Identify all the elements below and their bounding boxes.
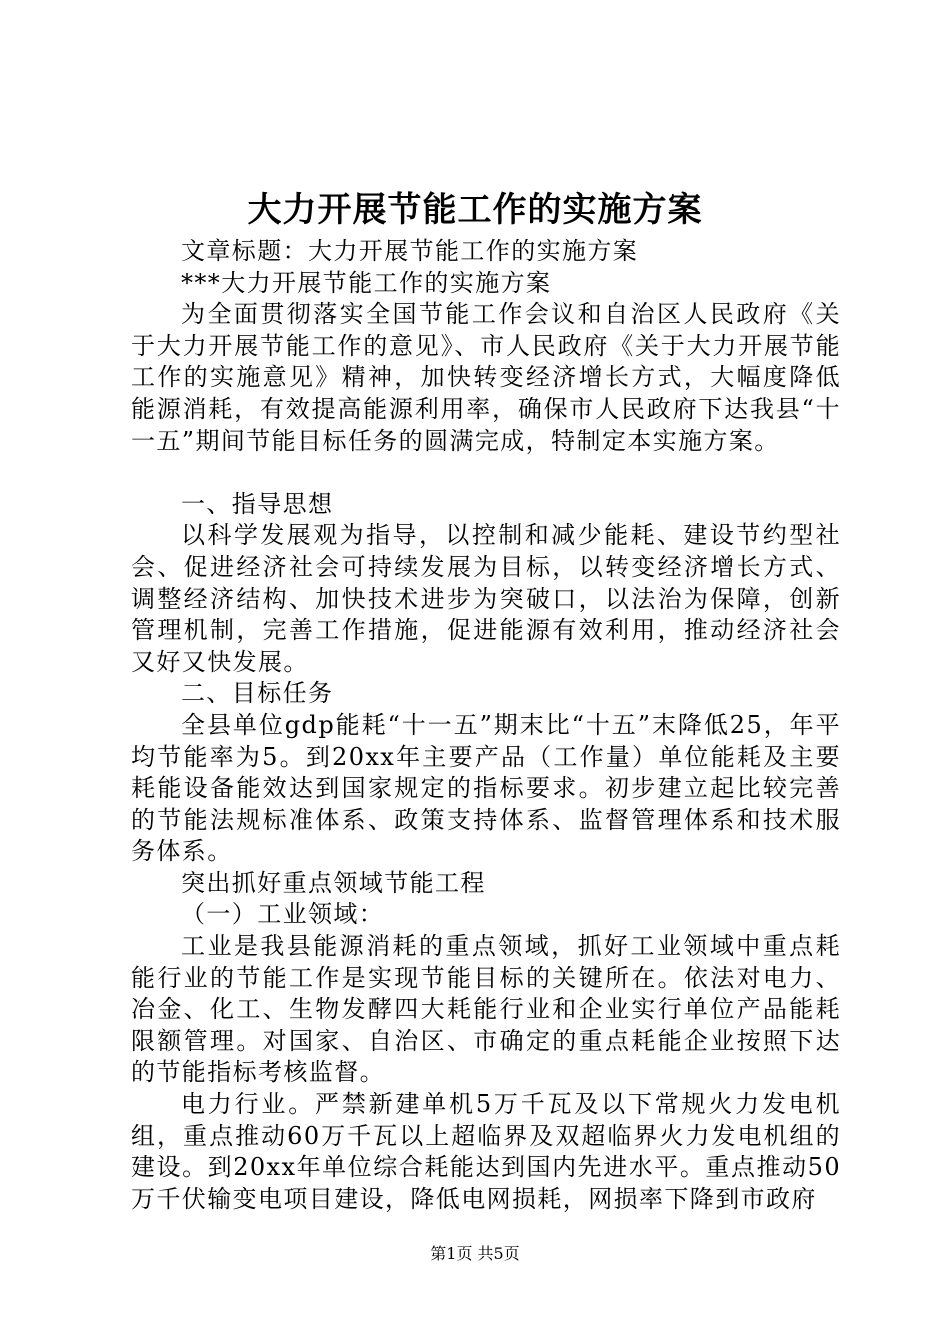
intro-paragraph: 为全面贯彻落实全国节能工作会议和自治区人民政府《关于大力开展节能工作的意见》、市人民政府《关于大力开展节能工作的实施意见》精神，加快转变经济增长方式，大幅度降低能源消耗，有效提高能源利用率，确保市人民政府下达我县“十一五”期间节能目标任务的圆满完成，特制定本实施方案。 (131, 300, 841, 455)
document-subtitle: ***大力开展节能工作的实施方案 (181, 268, 552, 297)
section-heading-targets: 二、目标任务 (181, 679, 334, 708)
document-body (131, 236, 841, 1215)
industry-subheading: （一）工业领域： (181, 900, 385, 929)
power-industry-paragraph: 电力行业。严禁新建单机5万千瓦及以下常规火力发电机组，重点推动60万千瓦以上超临界及双超临界火力发电机组的建设。到20xx年单位综合耗能达到国内先进水平。重点推动50万千伏输变电项目建设，降低电网损耗，网损率下降到市政府 (131, 1090, 841, 1213)
page-number-footer: 第1页 共5页 (430, 1244, 520, 1263)
guiding-thought-paragraph: 以科学发展观为指导，以控制和减少能耗、建设节约型社会、促进经济社会可持续发展为目标，以转变经济增长方式、调整经济结构、加快技术进步为突破口，以法治为保障，创新管理机制，完善工作措施，促进能源有效利用，推动经济社会又好又快发展。 (131, 521, 841, 676)
document-title: 大力开展节能工作的实施方案 (247, 190, 703, 230)
targets-paragraph: 全县单位gdp能耗“十一五”期末比“十五”末降低25，年平均节能率为5。到20xx年主要产品（工作量）单位能耗及主要耗能设备能效达到国家规定的指标要求。初步建立起比较完善的节能法规标准体系、政策支持体系、监督管理体系和技术服务体系。 (131, 710, 841, 866)
industry-paragraph: 工业是我县能源消耗的重点领域，抓好工业领域中重点耗能行业的节能工作是实现节能目标的关键所在。依法对电力、冶金、化工、生物发酵四大耗能行业和企业实行单位产品能耗限额管理。对国家、自治区、市确定的重点耗能企业按照下达的节能指标考核监督。 (131, 932, 841, 1087)
section-heading-guiding-thought: 一、指导思想 (181, 489, 334, 518)
article-title-line: 文章标题：大力开展节能工作的实施方案 (181, 237, 639, 265)
key-areas-heading: 突出抓好重点领域节能工程 (181, 868, 486, 897)
